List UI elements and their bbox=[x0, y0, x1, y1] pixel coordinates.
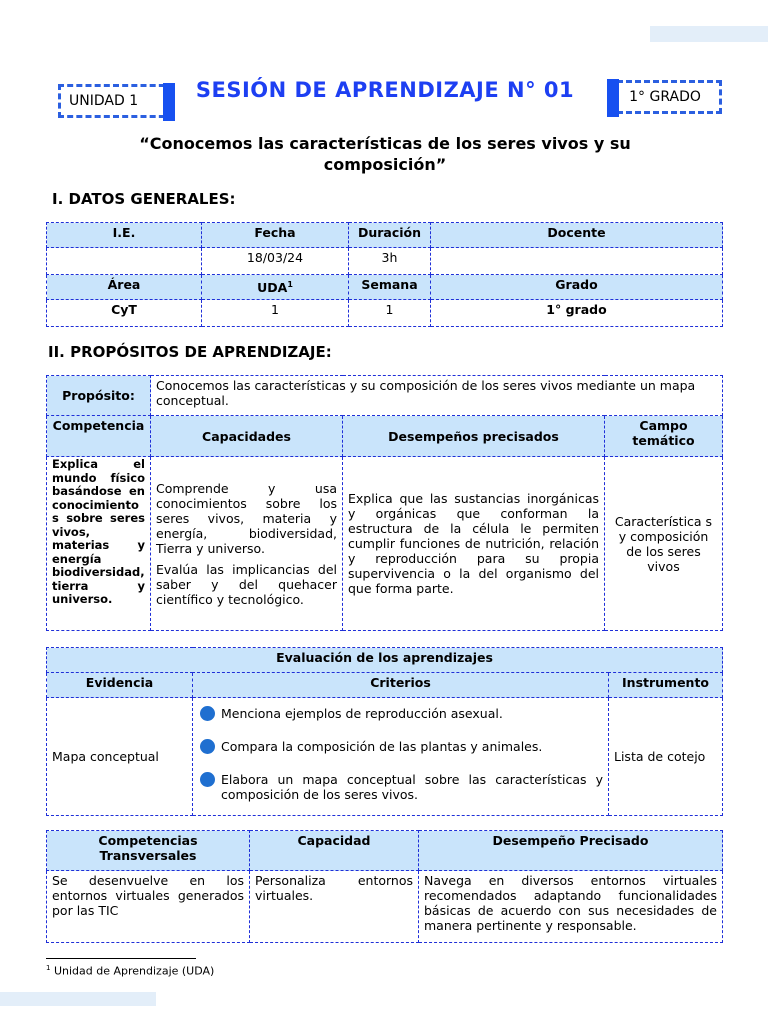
transversales-table bbox=[46, 830, 723, 943]
footnote bbox=[46, 964, 214, 978]
header-capacidades: Capacidades bbox=[151, 416, 343, 457]
capacidad-item: Evalúa las implicancias del saber y del quehacer científico y tecnológico. bbox=[156, 561, 337, 607]
header-campo-tematico: Campo temático bbox=[605, 416, 723, 457]
footnote-mark: 1 bbox=[46, 964, 51, 972]
value-semana: 1 bbox=[349, 300, 431, 327]
criterios-cell bbox=[193, 698, 609, 816]
header-docente: Docente bbox=[431, 223, 723, 248]
transversal-desempeno-text: Navega en diversos entornos virtuales recomendados adaptando funcionalidades básicas de acuerdo con sus necesidades de manera pertinente y responsable. bbox=[419, 871, 723, 943]
desempeno-text: Explica que las sustancias inorgánicas y orgánicas que conforman la estructura de la célula le permiten cumplir funciones de nutrición, relación y reproducción para su propia supervivencia o la del organismo del que forma parte. bbox=[343, 457, 605, 631]
header-uda bbox=[202, 275, 349, 300]
proposito-text: Conocemos las características y su composición de los seres vivos mediante un mapa conceptual. bbox=[151, 376, 723, 416]
unidad-accent-bar bbox=[163, 83, 175, 121]
header-ie: I.E. bbox=[47, 223, 202, 248]
criterio-text: Menciona ejemplos de reproducción asexual. bbox=[221, 706, 503, 721]
value-docente bbox=[431, 248, 723, 275]
criterio-item bbox=[198, 772, 603, 802]
criterio-item bbox=[198, 739, 603, 754]
campo-tematico-text: Característica s y composición de los seres vivos bbox=[605, 457, 723, 631]
criterio-text: Elabora un mapa conceptual sobre las características y composición de los seres vivos. bbox=[221, 772, 603, 802]
capacidad-item: Comprende y usa conocimientos sobre los seres vivos, materia y energía, biodiversidad, Tierra y universo. bbox=[156, 480, 337, 556]
evidencia-text: Mapa conceptual bbox=[47, 698, 193, 816]
header-evidencia: Evidencia bbox=[47, 673, 193, 698]
bullet-circle-icon bbox=[200, 706, 215, 721]
header-uda-text: UDA bbox=[257, 280, 288, 296]
value-grado: 1° grado bbox=[431, 300, 723, 327]
header-competencia: Competencia bbox=[47, 416, 151, 457]
datos-generales-table bbox=[46, 222, 723, 327]
value-fecha: 18/03/24 bbox=[202, 248, 349, 275]
grado-accent-bar bbox=[607, 79, 619, 117]
value-area: CyT bbox=[47, 300, 202, 327]
evaluacion-table bbox=[46, 647, 723, 816]
unidad-label: UNIDAD 1 bbox=[69, 93, 139, 109]
header-competencias-transversales: Competencias Transversales bbox=[47, 831, 250, 871]
footnote-text: Unidad de Aprendizaje (UDA) bbox=[50, 964, 215, 978]
top-decoration bbox=[650, 26, 768, 42]
section-datos-generales: I. DATOS GENERALES: bbox=[52, 190, 236, 208]
transversal-competencia-text: Se desenvuelve en los entornos virtuales generados por las TIC bbox=[47, 871, 250, 943]
bottom-decoration bbox=[0, 992, 156, 1006]
competencia-text: Explica el mundo físico basándose en conocimientos sobre seres vivos, materias y energía biodiversidad, tierra y universo. bbox=[47, 457, 151, 631]
header-capacidad: Capacidad bbox=[250, 831, 419, 871]
header-desempenos: Desempeños precisados bbox=[343, 416, 605, 457]
grado-box bbox=[608, 80, 722, 114]
footnote-divider bbox=[46, 958, 196, 959]
header-fecha: Fecha bbox=[202, 223, 349, 248]
header-uda-footnote-mark: 1 bbox=[287, 280, 293, 289]
evaluacion-title: Evaluación de los aprendizajes bbox=[47, 648, 723, 673]
header-desempeno-precisado: Desempeño Precisado bbox=[419, 831, 723, 871]
session-subtitle: “Conocemos las características de los seres vivos y su composición” bbox=[139, 134, 631, 174]
bullet-circle-icon bbox=[200, 772, 215, 787]
header-area: Área bbox=[47, 275, 202, 300]
section-propositos: II. PROPÓSITOS DE APRENDIZAJE: bbox=[48, 343, 332, 361]
propositos-table bbox=[46, 375, 723, 631]
header-semana: Semana bbox=[349, 275, 431, 300]
capacidades-cell bbox=[151, 457, 343, 631]
criterio-text: Compara la composición de las plantas y animales. bbox=[221, 739, 543, 754]
value-ie bbox=[47, 248, 202, 275]
grado-label: 1° GRADO bbox=[629, 89, 701, 105]
transversal-capacidad-text: Personaliza entornos virtuales. bbox=[250, 871, 419, 943]
bullet-circle-icon bbox=[200, 739, 215, 754]
header-duracion: Duración bbox=[349, 223, 431, 248]
header-criterios: Criterios bbox=[193, 673, 609, 698]
instrumento-text: Lista de cotejo bbox=[609, 698, 723, 816]
page-title: SESIÓN DE APRENDIZAJE N° 01 bbox=[195, 78, 575, 102]
header-instrumento: Instrumento bbox=[609, 673, 723, 698]
value-uda: 1 bbox=[202, 300, 349, 327]
proposito-label: Propósito: bbox=[47, 376, 151, 416]
criterio-item bbox=[198, 706, 603, 721]
unidad-box bbox=[58, 84, 174, 118]
header-grado: Grado bbox=[431, 275, 723, 300]
value-duracion: 3h bbox=[349, 248, 431, 275]
